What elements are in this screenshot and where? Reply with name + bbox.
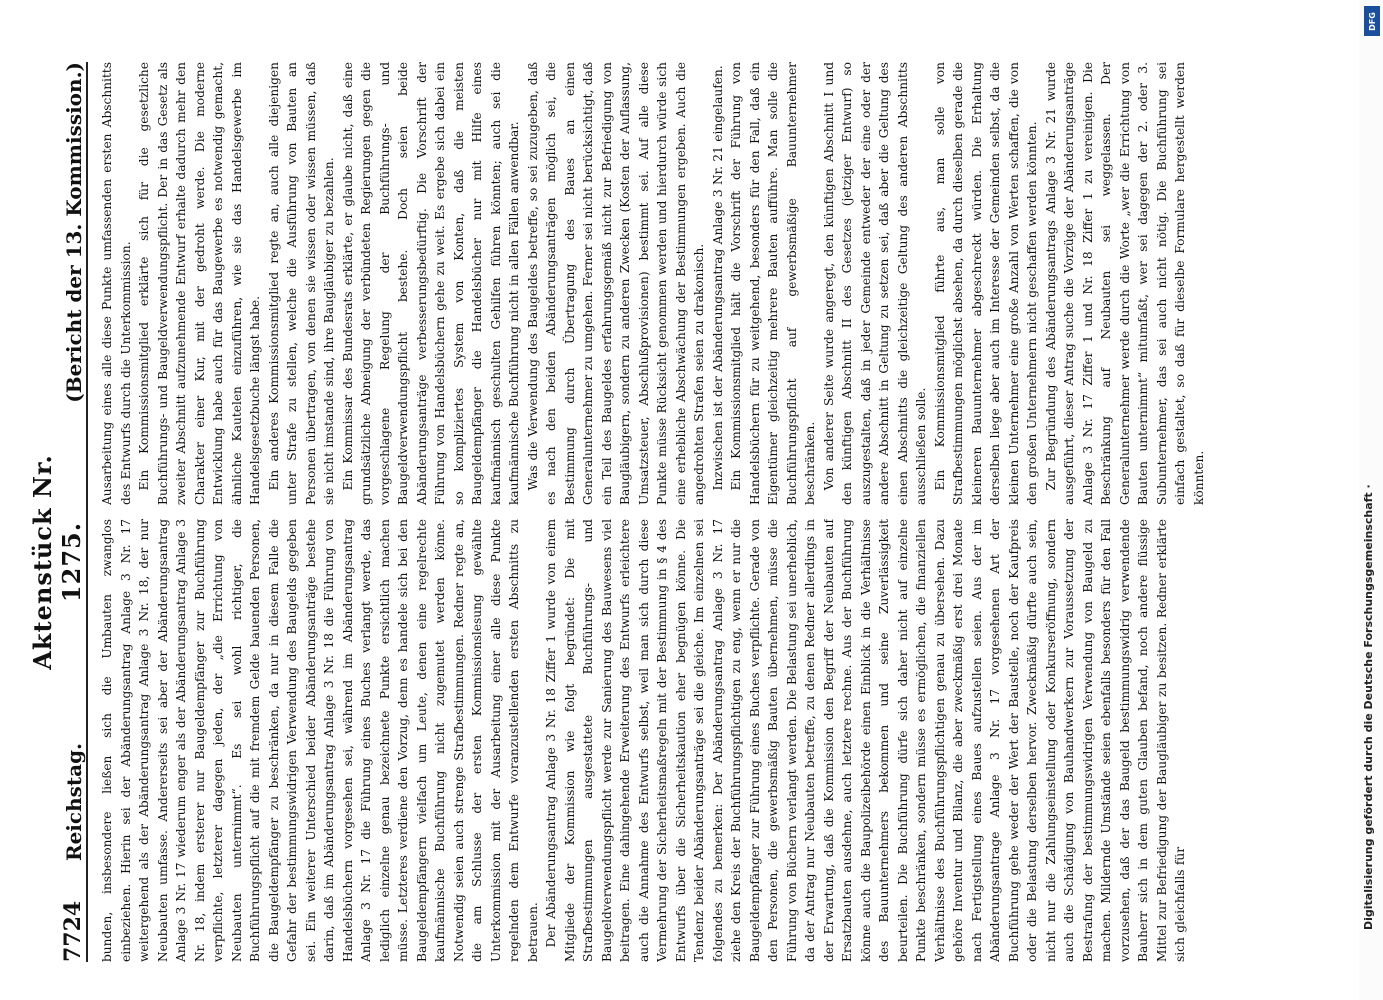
header-right: (Bericht der 13. Kommission.) (62, 62, 86, 403)
paragraph: Ein Kommissionsmitglied hält die Vorschrift der Führung von Handelsbüchern für zu weitgehend, besonders für den Fall, daß ein Eigentümer gleichzeitig mehrere Bauten aufführe. Man solle die Buchführungspflicht auf gewerbsmäßige Bauunternehmer beschränken. (729, 62, 817, 505)
paragraph: Was die Verwendung des Baugeldes betreffe, so sei zuzugeben, daß es nach den beiden Abänderungsanträgen möglich sei, die Bestimmung durch Übertragung des Baues an einen Generalunternehmer zu umgehen. Ferner sei nicht berücksichtigt, daß ein Teil des Baugeldes erfahrungsgemäß nicht zur Befriedigung von Baugläubigern, sondern zu anderen Zwecken (Kosten der Auflassung, Umsatzsteuer, Abschlußprovisionen) bestimmt sei. Auf alle diese Punkte müsse Rücksicht genommen werden und hierdurch würde sich eine erhebliche Abschwächung der Bestimmungen ergeben. Auch die angedrohten Strafen seien zu drakonisch. (525, 62, 706, 505)
header-title: Aktenstück Nr. 1275. (28, 454, 86, 670)
page-number: 7724 (60, 900, 86, 962)
paragraph: Ein Kommissar des Bundesrats erklärte, er glaube nicht, daß eine grundsätzliche Abneigung der verbündeten Regierungen gegen die vorgeschlagene Regelung der Buchführungs- und Baugeldverwendungspflicht bestehe. Doch seien beide Abänderungsanträge verbesserungsbedürftig. Die Vorschrift der Führung von Handelsbüchern gehe zu weit. Es ergebe sich dabei ein so kompliziertes System von Konten, daß die meisten Baugeldempfänger die Handelsbücher nur mit Hilfe eines kaufmännisch geschulten Gehilfen führen könnten; auch sei die kaufmännische Buchführung nicht in allen Fällen anwendbar. (340, 62, 521, 505)
rotated-page (28, 62, 1330, 962)
paragraph: bunden, insbesondere ließen sich die Umbauten zwanglos einbeziehen. Hierin sei der Abänderungsantrag Anlage 3 Nr. 17 weitergehend als der Abänderungsantrag Anlage 3 Nr. 18, der nur Neubauten umfasse. Andererseits sei aber der Abänderungsantrag Anlage 3 Nr. 17 wiederum enger als der Abänderungsantrag Anlage 3 Nr. 18, indem ersterer nur Baugeldempfänger zur Buchführung verpflichte, letzterer dagegen jeden, der „die Errichtung von Neubauten unternimmt“. Es sei wohl richtiger, die Buchführungspflicht auf die mit fremdem Gelde bauenden Personen, die Baugeldempfänger zu beschränken, da nur in diesem Falle die Gefahr der bestimmungswidrigen Verwendung des Baugelds gegeben sei. Ein weiterer Unterschied beider Abänderungsanträge bestehe darin, daß im Abänderungsantrag Anlage 3 Nr. 18 die Führung von Handelsbüchern vorgesehen sei, während im Abänderungsantrag Anlage 3 Nr. 17 die Führung eines Buches verlangt werde, das lediglich einzelne genau bezeichnete Punkte ersichtlich machen müsse. Letzteres verdiene den Vorzug, denn es handele sich bei den Baugeldempfängern vielfach um Leute, denen eine regelrechte kaufmännische Buchführung nicht zugemutet werden könne. Notwendig seien auch strenge Strafbestimmungen. Redner regte an, die am Schlusse der ersten Kommissionslesung gewählte Unterkommission mit der Ausarbeitung einer alle diese Punkte regelnden dem Entwurfe voranzustellenden ersten Abschnitts zu betrauen. (100, 519, 540, 962)
paragraph: Ein Kommissionsmitglied führte aus, man solle von Strafbestimmungen möglichst absehen, da durch dieselben gerade die kleineren Bauunternehmer abgeschreckt würden. Die Erhaltung derselben liege aber auch im Interesse der Gemeinden selbst, da die kleinen Unternehmer eine große Anzahl von Werten schaffen, die von den großen Unternehmern nicht geschaffen werden könnten. (932, 62, 1039, 505)
paragraph: Inzwischen ist der Abänderungsantrag Anlage 3 Nr. 21 eingelaufen. (710, 65, 725, 491)
paragraph: Zur Begründung des Abänderungsantrags Anlage 3 Nr. 21 wurde ausgeführt, dieser Antrag suche die Vorzüge der Abänderungsanträge Anlage 3 Nr. 17 Ziffer 1 und Nr. 18 Ziffer 1 zu vereinigen. Die Beschränkung auf Neubauten sei weggelassen. Der Generalunternehmer werde durch die Worte „wer die Errichtung von Bauten unternimmt“ mitumfaßt, wer sei dagegen der 2. oder 3. Subunternehmer, das sei auch nicht nötig. Die Buchführung sei einfach gestaltet, so daß für dieselbe Formulare hergestellt werden könnten. (1043, 62, 1206, 505)
right-column (98, 62, 1318, 505)
text-columns (98, 62, 1318, 962)
paragraph: Ein anderes Kommissionsmitglied regte an, auch alle diejenigen unter Strafe zu stellen, welche die Ausführung von Bauten an Personen übertragen, von denen sie wissen oder wissen müssen, daß sie nicht imstande sind, ihre Baugläubiger zu bezahlen. (266, 62, 336, 505)
page-header (28, 62, 88, 962)
left-column (98, 519, 1318, 962)
digitization-credit: Digitalisierung gefördert durch die Deutsche Forschungsgemeinschaft · (1362, 484, 1375, 930)
paragraph: Ein Kommissionsmitglied erklärte sich für die gesetzliche Buchführungs- und Baugeldverwendungspflicht. Der in das Gesetz als zweiter Abschnitt aufzunehmende Entwurf erhalte dadurch mehr den Charakter einer Kur, mit der gedroht werde. Die moderne Entwicklung habe auch für das Baugewerbe es notwendig gemacht, ähnliche Kautelen einzuführen, wie sie das Handelsgewerbe im Handelsgesetzbuche längst habe. (137, 62, 262, 505)
paragraph: Der Abänderungsantrag Anlage 3 Nr. 18 Ziffer 1 wurde von einem Mitgliede der Kommission wie folgt begründet: Die mit Strafbestimmungen ausgestattete Buchführungs- und Baugeldverwendungspflicht werde zur Sanierung des Bauwesens viel beitragen. Eine dahingehende Erweiterung des Entwurfs erleichtere auch die Annahme des Entwurfs selbst, weil man sich durch diese Vermehrung der Sicherheitsmaßregeln mit der Bestimmung in § 4 des Entwurfs über die Sicherheitskaution eher begnügen könne. Die Tendenz beider Abänderungsanträge sei die gleiche. Im einzelnen sei folgendes zu bemerken: Der Abänderungsantrag Anlage 3 Nr. 17 ziehe den Kreis der Buchführungspflichtigen zu eng, wenn er nur die Baugeldempfänger zur Führung eines Buches verpflichte. Gerade von den Personen, die gewerbsmäßig Bauten übernehmen, müsse die Führung von Büchern verlangt werden. Die Belastung sei unerheblich, da der Antrag nur Neubauten betreffe, zu denen Redner allerdings in der Erwartung, daß die Kommission den Begriff der Neubauten auf Ersatzbauten ausdehne, auch letztere rechne. Aus der Buchführung könne auch die Baupolizeibehörde einen Einblick in die Verhältnisse des Bauunternehmers bekommen und seine Zuverlässigkeit beurteilen. Die Buchführung dürfe sich daher nicht auf einzelne Punkte beschränken, sondern müsse es ermöglichen, die finanziellen Verhältnisse des Buchführungspflichtigen genau zu übersehen. Dazu gehöre Inventur und Bilanz, die aber zweckmäßig erst drei Monate nach Fertigstellung eines Baues aufzustellen seien. Aus der im Abänderungsantrage Anlage 3 Nr. 17 vorgesehenen Art der Buchführung gehe weder der Wert der Baustelle, noch der Kaufpreis oder die Belastung derselben hervor. Zweckmäßig dürfte auch sein, nicht nur die Zahlungseinstellung oder Konkurseröffnung, sondern auch die Schädigung von Bauhandwerkern zur Voraussetzung der Bestrafung der bestimmungswidrigen Verwendung von Baugeld zu machen. Mildernde Umstände seien ebenfalls besonders für den Fall vorzusehen, daß der das Baugeld bestimmungswidrig verwendende Bauherr sich in dem guten Glauben befand, noch andere flüssige Mittel zur Befriedigung der Baugläubiger zu besitzen. Redner erklärte sich gleichfalls für (544, 519, 1187, 962)
paragraph: Ausarbeitung eines alle diese Punkte umfassenden ersten Abschnitts des Entwurfs durch die Unterkommission. (100, 62, 133, 505)
paragraph: Von anderer Seite wurde angeregt, den künftigen Abschnitt I und den künftigen Abschnitt II des Gesetzes (jetziger Entwurf) so auszugestalten, daß in jeder Gemeinde entweder der eine oder der andere Abschnitt in Geltung zu setzen sei, daß aber die Geltung des einen Abschnitts die gleichzeitige Geltung des anderen Abschnitts ausschließen solle. (821, 62, 928, 505)
header-left: Reichstag. (62, 742, 86, 862)
dfg-logo: DFG (1364, 6, 1380, 36)
